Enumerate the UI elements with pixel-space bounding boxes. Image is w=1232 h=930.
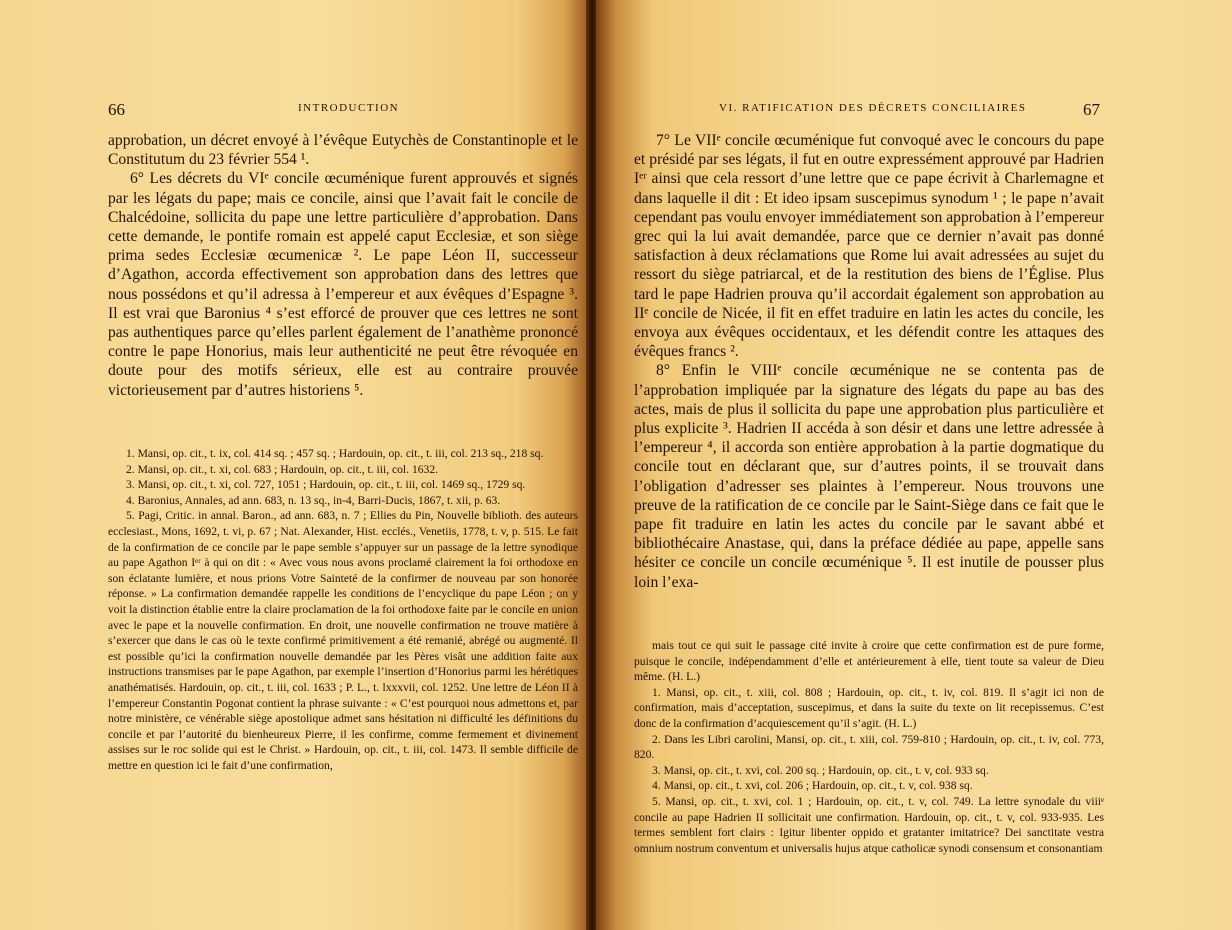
paragraph: 6° Les décrets du VIᵉ concile œcuménique furent approuvés et signés par les légats du pape; mais ce concile, ainsi que l’avait fait le concile de Chalcédoine, sollicita du pape une lettre particulière d’approbation. Dans cette demande, le pontife romain est appelé caput Ecclesiæ, et son siège prima sedes Ecclesiæ œcumenicæ ². Le pape Léon II, successeur d’Agathon, accorda effectivement son approbation dans des lettres que nous possédons et qu’il adressa à l’empereur et aux évêques d’Espagne ³. Il est vrai que Baronius ⁴ s’est efforcé de prouver que ces lettres ne sont pas authentiques parce qu’elles parlent également de l’anathème prononcé contre le pape Honorius, mais leur authenticité ne peut être révoquée en doute pour des motifs sérieux, elle est au contraire prouvée victorieusement par d’autres historiens ⁵. — [108, 170, 578, 399]
footnote: 3. Mansi, op. cit., t. xi, col. 727, 1051 ; Hardouin, op. cit., t. iii, col. 1469 sq., 1729 sq. — [126, 478, 526, 492]
body-text — [634, 131, 1104, 592]
footnote: 4. Mansi, op. cit., t. xvi, col. 206 ; Hardouin, op. cit., t. v, col. 938 sq. — [652, 779, 973, 793]
footnote: 5. Pagi, Critic. in annal. Baron., ad ann. 683, n. 7 ; Ellies du Pin, Nouvelle biblioth. des auteurs ecclesiast., Mons, 1692, t. vi, p. 67 ; Nat. Alexander, Hist. ecclés., Venetiis, 1778, t. v, p. 515. Le fait de la confirmation de ce concile par le pape semble s’appuyer sur un passage de la lettre synodique au pape Agathon Iᵉʳ à qui on dit : « Avec vous nous avons proclamé clairement la foi orthodoxe en son éclatante lumière, et nous prions Votre Sainteté de la confirmer de nouveau par son honorée réponse. » La confirmation demandée rappelle les conditions de l’encyclique du pape Léon ; on y voit la distinction établie entre la claire proclamation de la foi orthodoxe faite par le concile en union avec le pape et la nouvelle confirmation. En droit, une nouvelle confirmation ne trouve matière à s’exercer que dans le cas où le texte confirmé primitivement a été remanié, abrégé ou augmenté. Il est possible qu’ici la confirmation nouvelle demandée par les Pères visât une addition faite aux instructions transmises par le pape Agathon, par exemple l’insertion d’Honorius parmi les hérétiques anathématisés. Hardouin, op. cit., t. iii, col. 1633 ; P. L., t. lxxxvii, col. 1252. Une lettre de Léon II à l’empereur Constantin Pogonat contient la phrase suivante : « C’est pourquoi nous admettons et, par notre ministère, ce vénérable siège apostolique admet sans hésitation ni difficulté les définitions du concile et par l’autorité du bienheureux Pierre, il les confirme, comme fermement et divinement assises sur le roc solide qui est le Christ. » Hardouin, op. cit., t. iii, col. 1473. Il semble difficile de mettre en question ici le fait d’une confirmation, — [108, 509, 578, 772]
running-head: VI. RATIFICATION DES DÉCRETS CONCILIAIRES — [719, 102, 1027, 114]
footnote: 1. Mansi, op. cit., t. ix, col. 414 sq. ; 457 sq. ; Hardouin, op. cit., t. iii, col. 213 sq., 218 sq. — [126, 447, 544, 460]
footnote: mais tout ce qui suit le passage cité invite à croire que cette confirmation est de pure forme, puisque le concile, indépendamment d’elle et antérieurement à elle, tient toute sa valeur de Dieu même. (H. L.) — [634, 639, 1104, 684]
right-page — [596, 0, 1232, 930]
footnote: 2. Dans les Libri carolini, Mansi, op. cit., t. xiii, col. 759-810 ; Hardouin, op. cit., t. iv, col. 773, 820. — [634, 732, 1104, 762]
footnotes — [108, 446, 578, 773]
paragraph: 7° Le VIIᵉ concile œcuménique fut convoqué avec le concours du pape et présidé par ses légats, il fut en outre expressément approuvé par Hadrien Iᵉʳ ainsi que cela ressort d’une lettre que ce pape écrivit à Charlemagne et dans laquelle il dit : Et ideo ipsam suscepimus synodum ¹ ; le pape n’avait cependant pas voulu envoyer immédiatement son approbation à l’empereur grec qui la lui avait demandée, parce que ce dernier n’avait pas donné satisfaction à deux réclamations que Rome lui avait adressées au sujet du ressort du siège patriarcal, et de la restitution des biens de l’Église. Plus tard le pape Hadrien prouva qu’il accordait également son approbation au IIᵉ concile de Nicée, il fit en effet traduire en latin les actes du concile, les envoya aux évêques occidentaux, et les défendit contre les attaques des évêques francs ². — [634, 132, 1104, 361]
paragraph: 8° Enfin le VIIIᵉ concile œcuménique ne se contenta pas de l’approbation impliquée par la signature des légats du pape au bas des actes, mais de plus il sollicita du pape une approbation plus particulière et plus explicite ³. Hadrien II accéda à son désir et dans une lettre adressée à l’empereur ⁴, il accorda son entière approbation à la partie dogmatique du concile tout en déclarant que, sur d’autres points, il se trouvait dans l’obligation d’adresser ses plaintes à l’empereur. Nous trouvons une preuve de la ratification de ce concile par le Saint-Siège dans ce fait que le pape fit traduire en latin les actes du concile par le savant abbé et bibliothécaire Anastase, qui, dans la préface dédiée au pape, appelle sans hésiter ce concile un concile œcuménique ⁵. Il est inutile de pousser plus loin l’exa- — [634, 362, 1104, 591]
running-head: INTRODUCTION — [298, 102, 400, 114]
footnote: 2. Mansi, op. cit., t. xi, col. 683 ; Hardouin, op. cit., t. iii, col. 1632. — [126, 462, 439, 476]
footnote: 4. Baronius, Annales, ad ann. 683, n. 13 sq., in-4, Barri-Ducis, 1867, t. xii, p. 63. — [126, 493, 501, 507]
footnote: 3. Mansi, op. cit., t. xvi, col. 200 sq. ; Hardouin, op. cit., t. v, col. 933 sq. — [652, 763, 989, 777]
body-text — [108, 131, 578, 400]
left-page — [0, 0, 588, 930]
footnotes — [634, 638, 1104, 856]
page-number: 67 — [1083, 100, 1100, 119]
paragraph: approbation, un décret envoyé à l’évêque Eutychès de Constantinople et le Constitutum du 23 février 554 ¹. — [108, 132, 578, 169]
page-number: 66 — [108, 100, 125, 119]
footnote: 5. Mansi, op. cit., t. xvi, col. 1 ; Hardouin, op. cit., t. v, col. 749. La lettre synodale du viiiᵉ concile au pape Hadrien II sollicitait une confirmation. Hardouin, op. cit., t. v, col. 933-935. Les termes semblent fort clairs : Igitur libenter oppido et gratanter imitatrice? Dei sanctitate vestra omnium nostrum conventum et universalis hujus atque catholicæ synodi consensum et consonantiam — [634, 794, 1104, 855]
footnote: 1. Mansi, op. cit., t. xiii, col. 808 ; Hardouin, op. cit., t. iv, col. 819. Il s’agit ici non de confirmation, mais d’acceptation, suscepimus, et dans la suite du texte on lit recepissemus. C’est donc de la confirmation d’acquiescement qu’il s’agit. (H. L.) — [634, 685, 1104, 730]
